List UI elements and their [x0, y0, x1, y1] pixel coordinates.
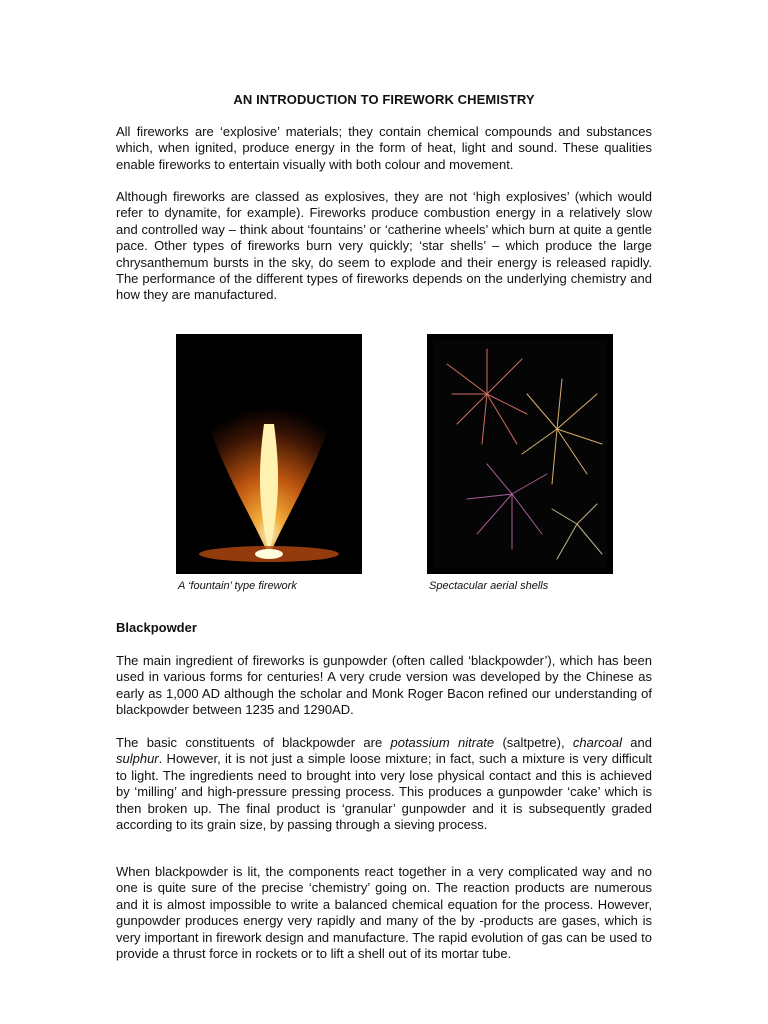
- p2-text-3: and: [622, 735, 652, 750]
- p2-text-2: (saltpetre),: [494, 735, 573, 750]
- term-sulphur: sulphur: [116, 751, 159, 767]
- p2-text-1: The basic constituents of blackpowder are: [116, 735, 391, 750]
- p2-text-4: . However, it is not just a simple loose mixture; in fact, such a mixture is very difficult to light. The ingredients need to brought into very lose physical contact and this is achieved by ‘milling’ and high-pressure pressing process. This produces a gunpowder ‘cake’ which is then broken up. The final product is ‘granular’ gunpowder and it is subsequently graded according to its grain size, by passing through a sieving process.: [116, 751, 652, 833]
- section-heading-blackpowder: Blackpowder: [116, 620, 197, 635]
- blackpowder-paragraph-3: When blackpowder is lit, the components react together in a very complicated way and no one is quite sure of the precise ‘chemistry’ going on. The reaction products are numerous and it is almost impossible to write a balanced chemical equation for the process. However, gunpowder produces energy very rapidly and many of the by -products are gases, which is very important in firework design and manufacture. The rapid evolution of gas can be used to provide a thrust force in rockets or to lift a shell out of its mortar tube.: [116, 864, 652, 962]
- fountain-firework-photo: [176, 334, 362, 574]
- term-potassium-nitrate: potassium nitrate: [390, 735, 495, 750]
- aerial-shells-photo: [427, 334, 613, 574]
- figure-caption-fountain: A ‘fountain’ type firework: [178, 580, 297, 592]
- blackpowder-paragraph-2: [116, 735, 652, 833]
- page-title: AN INTRODUCTION TO FIREWORK CHEMISTRY: [233, 92, 535, 107]
- term-charcoal: charcoal: [572, 735, 623, 750]
- intro-paragraph-2: Although fireworks are classed as explosives, they are not ‘high explosives’ (which would refer to dynamite, for example). Fireworks produce combustion energy in a relatively slow and controlled way – think about ‘fountains’ or ‘catherine wheels’ which burn at quite a gentle pace. Other types of fireworks burn very quickly; ‘star shells’ – which produce the large chrysanthemum bursts in the sky, do seem to explode and their energy is released rapidly. The performance of the different types of fireworks depends on the underlying chemistry and how they are manufactured.: [116, 189, 652, 303]
- blackpowder-paragraph-1: The main ingredient of fireworks is gunpowder (often called ‘blackpowder’), which has been used in various forms for centuries! A very crude version was developed by the Chinese as early as 1,000 AD although the scholar and Monk Roger Bacon refined our understanding of blackpowder between 1235 and 1290AD.: [116, 653, 652, 718]
- intro-paragraph-1: All fireworks are ‘explosive’ materials; they contain chemical compounds and substances which, when ignited, produce energy in the form of heat, light and sound. These qualities enable fireworks to entertain visually with both colour and movement.: [116, 124, 652, 172]
- figure-caption-aerial-shells: Spectacular aerial shells: [429, 580, 549, 592]
